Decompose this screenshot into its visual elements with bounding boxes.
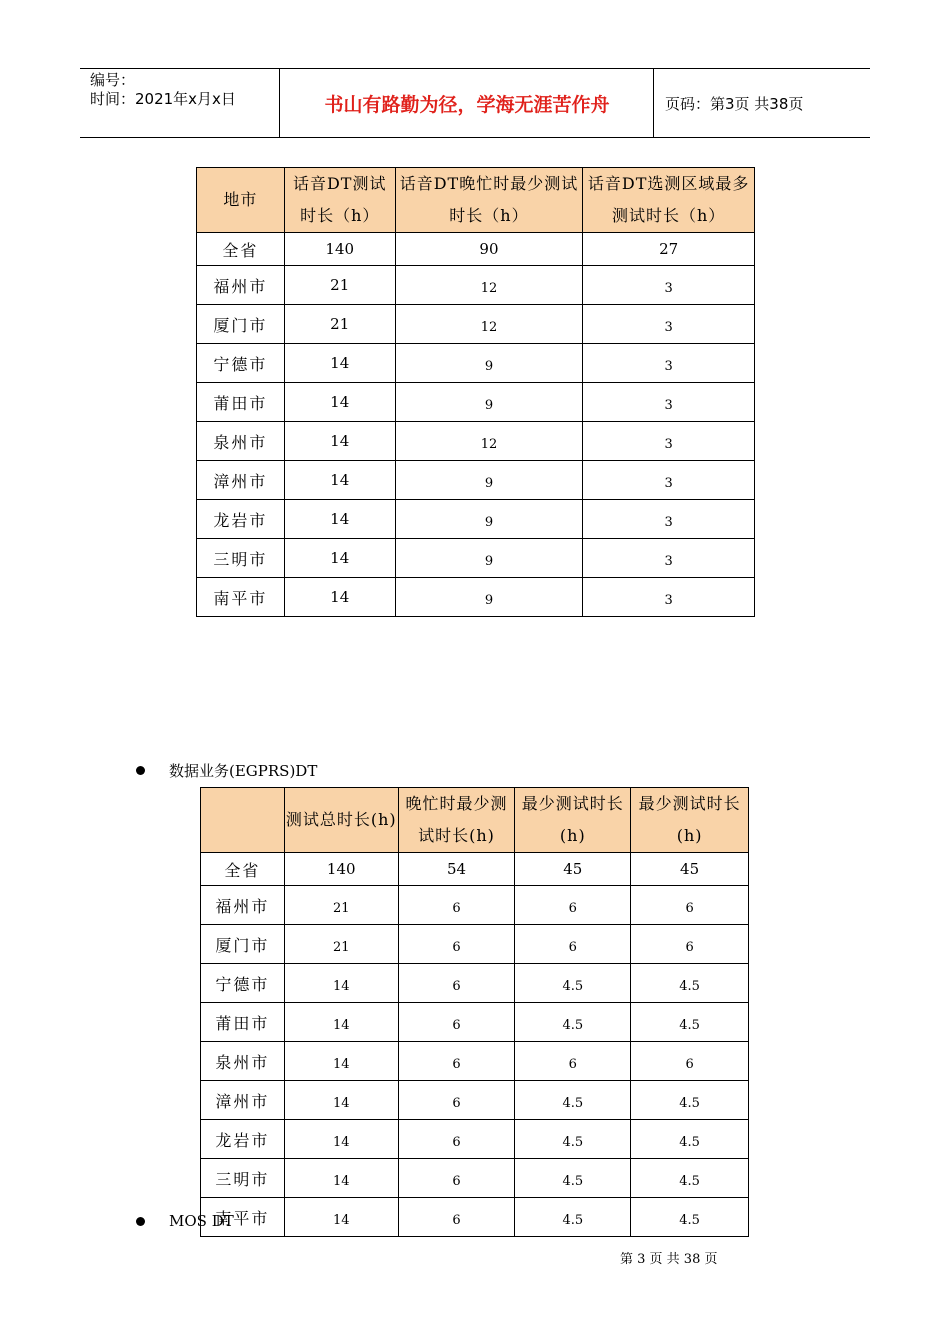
table-row [201, 853, 749, 886]
header-meta [80, 69, 280, 137]
header-row [197, 168, 755, 233]
value-cell: 14 [284, 500, 395, 539]
region-cell: 福州市 [197, 266, 285, 305]
region-cell: 三明市 [201, 1159, 285, 1198]
table-row [201, 925, 749, 964]
region-cell: 泉州市 [197, 422, 285, 461]
column-header: 测试总时长(h) [284, 788, 398, 853]
table-row [197, 233, 755, 266]
region-cell: 南平市 [201, 1198, 285, 1237]
value-cell: 14 [284, 461, 395, 500]
region-cell: 龙岩市 [201, 1120, 285, 1159]
value-cell: 6 [398, 925, 515, 964]
value-cell: 4.5 [631, 1198, 749, 1237]
value-cell: 6 [515, 1042, 631, 1081]
value-cell: 14 [284, 1042, 398, 1081]
table-row [197, 305, 755, 344]
value-cell: 3 [583, 422, 755, 461]
region-cell: 漳州市 [201, 1081, 285, 1120]
table-row [201, 1120, 749, 1159]
table-row [201, 886, 749, 925]
value-cell: 6 [398, 1042, 515, 1081]
value-cell: 3 [583, 578, 755, 617]
value-cell: 6 [631, 1042, 749, 1081]
value-cell: 6 [398, 1120, 515, 1159]
value-cell: 4.5 [515, 1120, 631, 1159]
region-cell: 漳州市 [197, 461, 285, 500]
table-row [197, 539, 755, 578]
value-cell: 4.5 [515, 1198, 631, 1237]
region-cell: 泉州市 [201, 1042, 285, 1081]
value-cell: 6 [515, 925, 631, 964]
value-cell: 4.5 [515, 1159, 631, 1198]
value-cell: 21 [284, 266, 395, 305]
column-header: 晚忙时最少测试时长(h) [398, 788, 515, 853]
value-cell: 14 [284, 578, 395, 617]
table-row [201, 1081, 749, 1120]
section-title: 数据业务(EGPRS)DT [169, 762, 318, 780]
voice-dt-table [196, 167, 755, 617]
value-cell: 6 [398, 886, 515, 925]
table-row [201, 1159, 749, 1198]
region-cell: 全省 [197, 233, 285, 266]
data-service-dt-table [200, 787, 749, 1237]
region-cell: 莆田市 [201, 1003, 285, 1042]
region-cell: 莆田市 [197, 383, 285, 422]
column-header: 最少测试时长(h) [631, 788, 749, 853]
value-cell: 3 [583, 266, 755, 305]
table-row [197, 461, 755, 500]
column-header [201, 788, 285, 853]
bullet-icon [136, 1217, 145, 1226]
region-cell: 龙岩市 [197, 500, 285, 539]
value-cell: 6 [398, 1081, 515, 1120]
region-cell: 宁德市 [201, 964, 285, 1003]
value-cell: 14 [284, 1120, 398, 1159]
value-cell: 21 [284, 886, 398, 925]
value-cell: 9 [395, 578, 583, 617]
header-motto: 书山有路勤为径，学海无涯苦作舟 [281, 69, 654, 137]
table-row [197, 500, 755, 539]
value-cell: 12 [395, 305, 583, 344]
region-cell: 福州市 [201, 886, 285, 925]
value-cell: 9 [395, 500, 583, 539]
value-cell: 4.5 [631, 1003, 749, 1042]
region-cell: 宁德市 [197, 344, 285, 383]
value-cell: 4.5 [515, 1003, 631, 1042]
value-cell: 6 [515, 886, 631, 925]
value-cell: 14 [284, 1159, 398, 1198]
column-header: 话音DT测试时长（h） [284, 168, 395, 233]
value-cell: 3 [583, 539, 755, 578]
value-cell: 3 [583, 461, 755, 500]
value-cell: 21 [284, 925, 398, 964]
region-cell: 厦门市 [197, 305, 285, 344]
value-cell: 14 [284, 1003, 398, 1042]
column-header: 话音DT选测区域最多测试时长（h） [583, 168, 755, 233]
region-cell: 全省 [201, 853, 285, 886]
value-cell: 9 [395, 344, 583, 383]
value-cell: 4.5 [515, 964, 631, 1003]
bullet-icon [136, 766, 145, 775]
table-row [201, 1198, 749, 1237]
value-cell: 90 [395, 233, 583, 266]
table-row [201, 1042, 749, 1081]
value-cell: 9 [395, 383, 583, 422]
value-cell: 14 [284, 422, 395, 461]
table-row [197, 266, 755, 305]
region-cell: 三明市 [197, 539, 285, 578]
table-row [201, 964, 749, 1003]
value-cell: 3 [583, 500, 755, 539]
header-row [201, 788, 749, 853]
column-header: 最少测试时长(h) [515, 788, 631, 853]
column-header: 话音DT晚忙时最少测试时长（h） [395, 168, 583, 233]
section-mos-dt [136, 1212, 234, 1230]
value-cell: 6 [398, 964, 515, 1003]
value-cell: 54 [398, 853, 515, 886]
data-service-dt-table-body [201, 788, 749, 1237]
value-cell: 6 [631, 886, 749, 925]
value-cell: 9 [395, 539, 583, 578]
value-cell: 45 [631, 853, 749, 886]
value-cell: 6 [398, 1198, 515, 1237]
value-cell: 12 [395, 266, 583, 305]
document-date-label: 时间：2021年x月x日 [90, 90, 236, 108]
header-page-number: 页码：第3页 共38页 [665, 94, 804, 113]
value-cell: 3 [583, 383, 755, 422]
value-cell: 4.5 [515, 1081, 631, 1120]
value-cell: 21 [284, 305, 395, 344]
page-header [80, 68, 870, 138]
table-row [197, 383, 755, 422]
value-cell: 4.5 [631, 964, 749, 1003]
value-cell: 140 [284, 233, 395, 266]
page-footer: 第 3 页 共 38 页 [620, 1252, 718, 1267]
table-row [197, 344, 755, 383]
section-title: MOS DT [169, 1212, 234, 1230]
value-cell: 140 [284, 853, 398, 886]
table-row [201, 1003, 749, 1042]
voice-dt-table-body [197, 168, 755, 617]
table-row [197, 578, 755, 617]
value-cell: 14 [284, 1081, 398, 1120]
value-cell: 4.5 [631, 1120, 749, 1159]
value-cell: 4.5 [631, 1159, 749, 1198]
column-header: 地市 [197, 168, 285, 233]
value-cell: 6 [631, 925, 749, 964]
value-cell: 12 [395, 422, 583, 461]
value-cell: 45 [515, 853, 631, 886]
value-cell: 27 [583, 233, 755, 266]
value-cell: 14 [284, 539, 395, 578]
region-cell: 厦门市 [201, 925, 285, 964]
value-cell: 14 [284, 344, 395, 383]
value-cell: 3 [583, 344, 755, 383]
document-number-label: 编号： [90, 71, 136, 89]
value-cell: 3 [583, 305, 755, 344]
value-cell: 14 [284, 964, 398, 1003]
table-row [197, 422, 755, 461]
value-cell: 6 [398, 1003, 515, 1042]
value-cell: 14 [284, 1198, 398, 1237]
section-data-service [136, 760, 317, 781]
value-cell: 4.5 [631, 1081, 749, 1120]
value-cell: 6 [398, 1159, 515, 1198]
region-cell: 南平市 [197, 578, 285, 617]
value-cell: 9 [395, 461, 583, 500]
value-cell: 14 [284, 383, 395, 422]
